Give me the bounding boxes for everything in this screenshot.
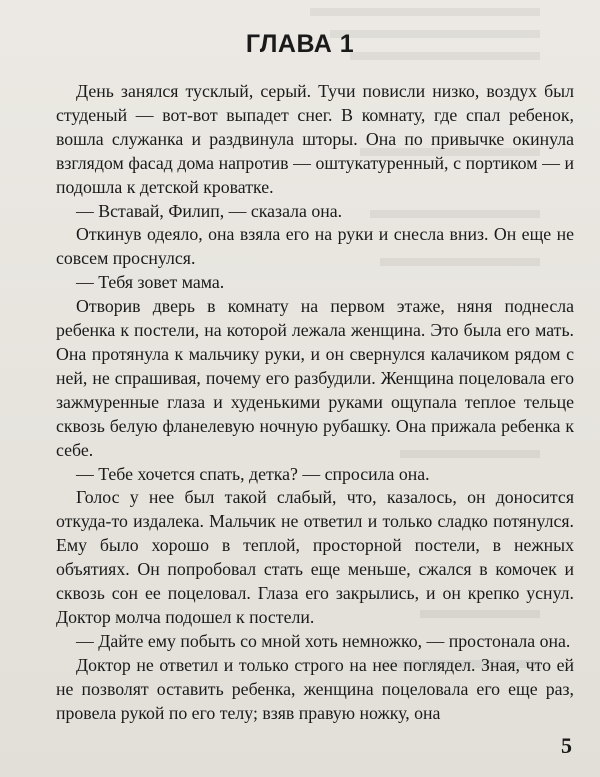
paragraph: Откинув одеяло, она взяла его на руки и снесла вниз. Он еще не совсем проснулся. — [56, 224, 574, 269]
paragraph: День занялся тусклый, серый. Тучи повисли низко, воздух был студеный — вот-вот выпадет снег. В комнату, где спал ребенок, вошла служанка и раздвинула шторы. Она по привычке окинула взглядом фасад дома напротив — оштукатуренный, с портиком — и подошла к детской кроватке. — [56, 81, 574, 197]
paragraph: Голос у нее был такой слабый, что, казалось, он доносится откуда-то издалека. Мальчик не ответил и только сладко потянулся. Ему было хорошо в теплой, просторной постели, в нежных объятиях. Он попробовал стать еще меньше, сжался в комочек и сквозь сон ее поцеловал. Глаза его закрылись, и он крепко уснул. Доктор молча подошел к постели. — [56, 487, 574, 627]
chapter-title: ГЛАВА 1 — [245, 30, 355, 58]
paragraph: — Тебя зовет мама. — [76, 272, 225, 293]
paragraph: Отворив дверь в комнату на первом этаже, няня поднесла ребенка к постели, на которой лежала женщина. Это была его мать. Она протянула к мальчику руки, и он свернулся калачиком рядом с ней, не спрашивая, почему его разбудили. Женщина поцеловала его зажмуренные глаза и худенькими руками ощупала теплое тельце сквозь белую фланелевую ночную рубашку. Она прижала ребенка к себе. — [56, 296, 574, 460]
paragraph: Доктор не ответил и только строго на нее поглядел. Зная, что ей не позволят оставить ребенка, женщина поцеловала его еще раз, провела рукой по его телу; взяв правую ножку, она — [56, 654, 574, 723]
paragraph: — Вставай, Филип, — сказала она. — [76, 200, 343, 221]
page-number: 5 — [561, 733, 572, 758]
chapter-text — [56, 80, 574, 725]
paragraph: — Тебе хочется спать, детка? — спросила она. — [76, 463, 430, 484]
paragraph: — Дайте ему побыть со мной хоть немножко, — простонала она. — [76, 630, 571, 651]
